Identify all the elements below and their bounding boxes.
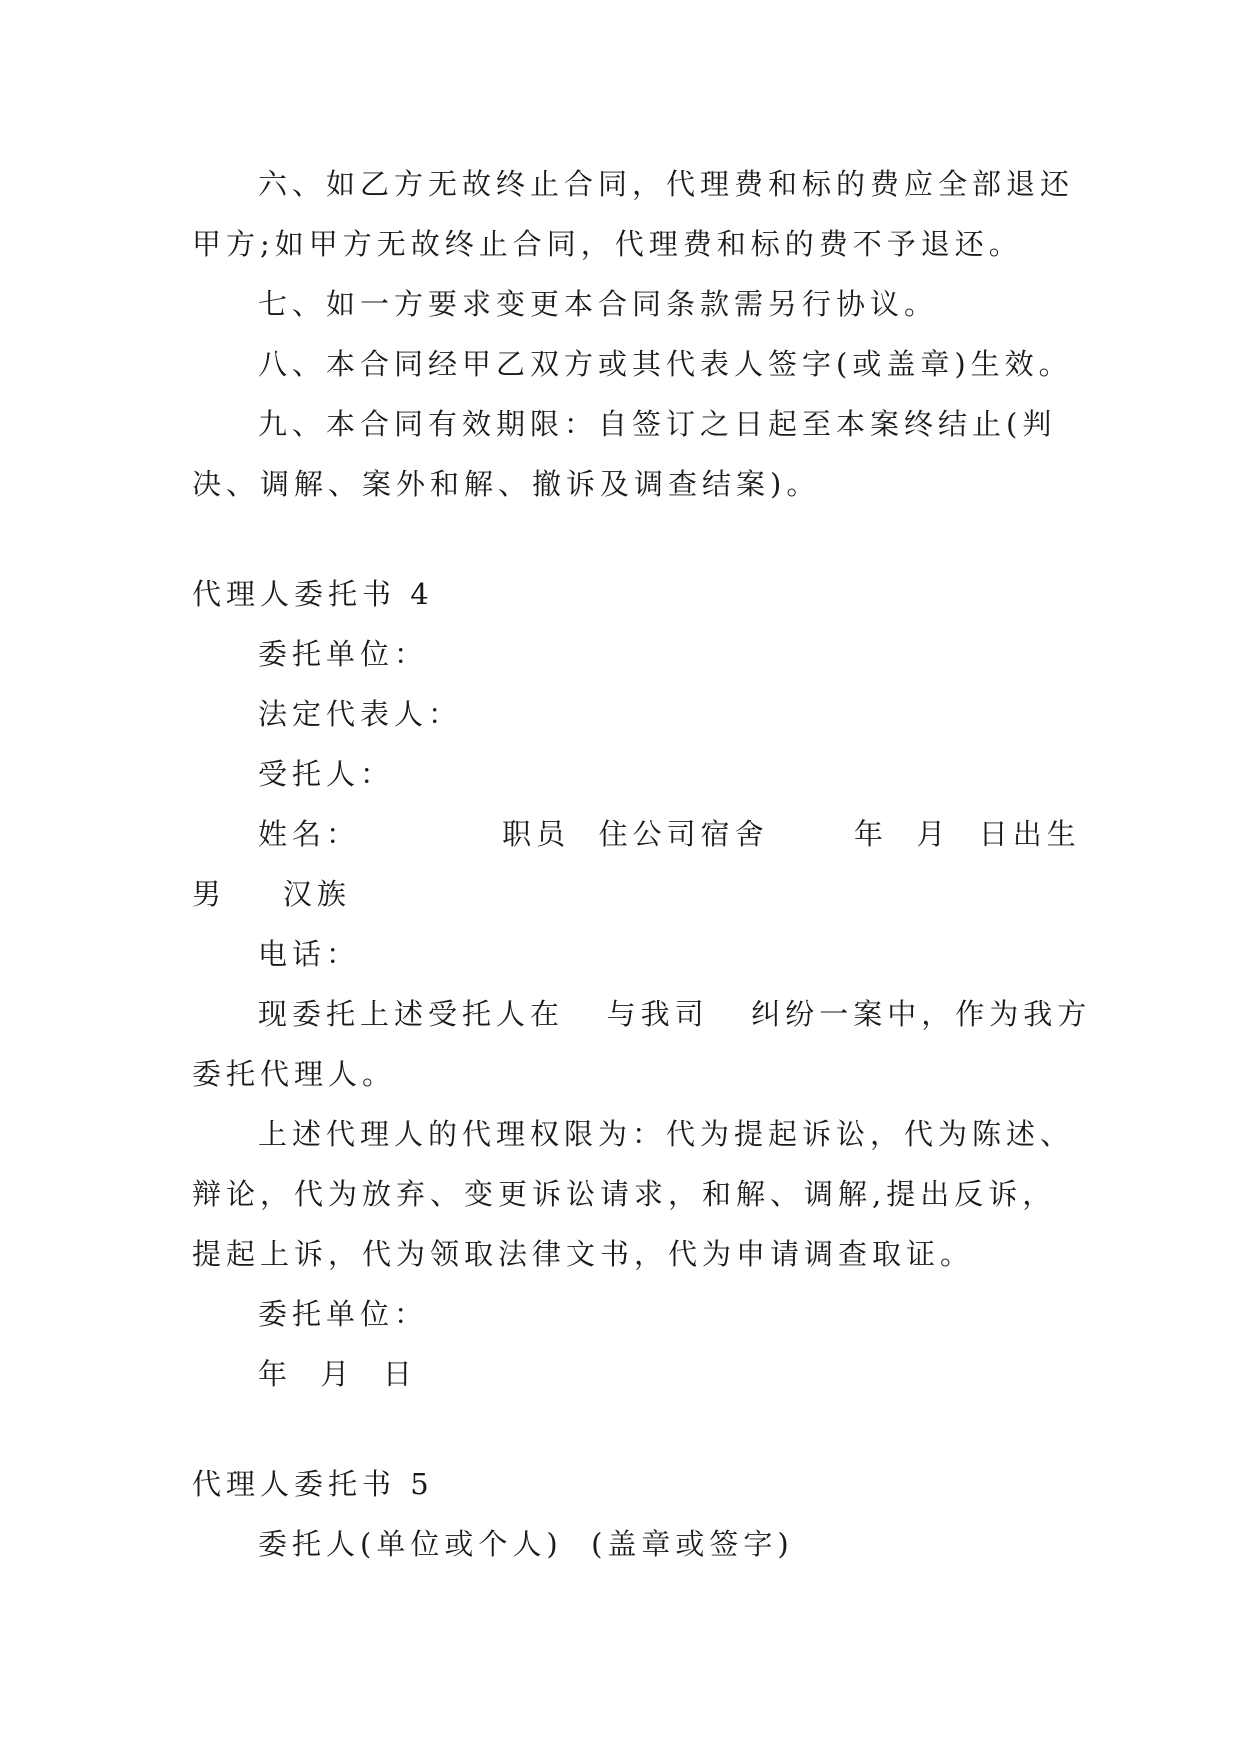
entrust-statement-line-2: 委托代理人。 <box>192 1057 397 1091</box>
authority-line-3: 提起上诉，代为领取法律文书，代为申请调查取证。 <box>192 1237 975 1271</box>
entrusting-unit-signature-label: 委托单位： <box>258 1297 429 1331</box>
clause-9-line-1: 九、本合同有效期限：自签订之日起至本案终结止(判 <box>258 407 1057 441</box>
authority-line-2: 辩论，代为放弃、变更诉讼请求，和解、调解,提出反诉， <box>192 1177 1057 1211</box>
authority-line-1: 上述代理人的代理权限为：代为提起诉讼，代为陈述、 <box>258 1117 1075 1151</box>
clause-6-line-2: 甲方;如甲方无故终止合同，代理费和标的费不予退还。 <box>192 227 1023 261</box>
clause-7: 七、如一方要求变更本合同条款需另行协议。 <box>258 287 939 321</box>
trustee-label: 受托人： <box>258 757 395 791</box>
principal-signature-label: 委托人(单位或个人) (盖章或签字) <box>258 1527 794 1561</box>
clause-6-line-1: 六、如乙方无故终止合同，代理费和标的费应全部退还 <box>258 167 1075 201</box>
clause-9-line-2: 决、调解、案外和解、撤诉及调查结案)。 <box>192 467 821 501</box>
entrusting-unit-label: 委托单位： <box>258 637 429 671</box>
section-title-5: 代理人委托书 5 <box>192 1467 434 1501</box>
date-line: 年 月 日 <box>258 1357 417 1391</box>
clause-8: 八、本合同经甲乙双方或其代表人签字(或盖章)生效。 <box>258 347 1073 381</box>
legal-representative-label: 法定代表人： <box>258 697 463 731</box>
entrust-statement-line-1: 现委托上述受托人在 与我司 纠纷一案中，作为我方 <box>258 997 1092 1031</box>
phone-label: 电话： <box>258 937 361 971</box>
name-line: 姓名： 职员 住公司宿舍 年 月 日出生 <box>258 817 1081 851</box>
section-title-4: 代理人委托书 4 <box>192 577 434 611</box>
gender-ethnicity-line: 男 汉族 <box>192 877 351 911</box>
